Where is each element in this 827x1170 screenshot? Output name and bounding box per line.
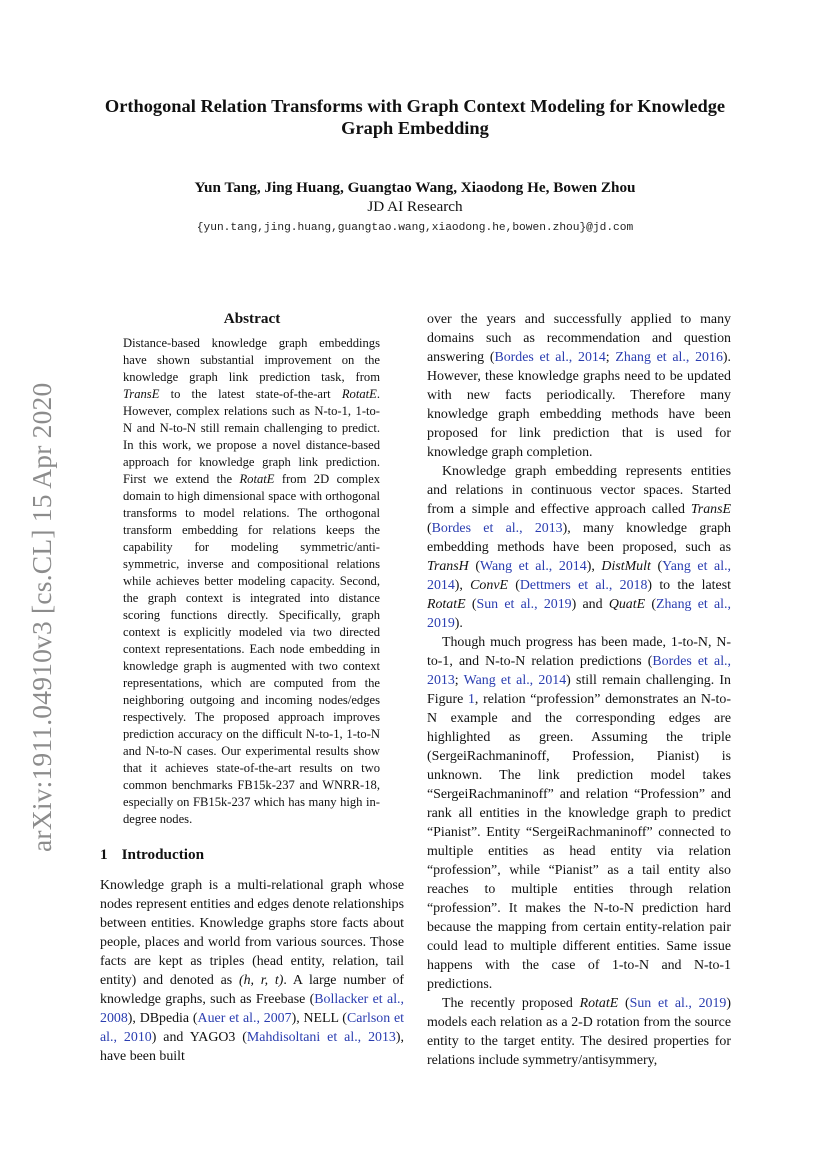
abstract-body: Distance-based knowledge graph embeddings have shown substantial improvement on the knowledge graph link prediction task, from TransE to the latest state-of-the-art RotatE. However, complex relations such as N-to-1, 1-to-N and N-to-N still remain challenging to predict. In this work, we propose a novel distance-based approach for knowledge graph link prediction. First we extend the RotatE from 2D complex domain to high dimensional space with orthogonal transforms to model relations. The orthogonal transform embedding for relations keeps the capability for modeling symmetric/anti-symmetric, inverse and compositional relations while achieves better modeling capacity. Second, the graph context is integrated into distance scoring functions directly. Specifically, graph context is explicitly modeled via two directed context representations. Each node embedding in knowledge graph is augmented with two context representations, which are computed from the neighboring outgoing and incoming nodes/edges respectively. The proposed approach improves prediction accuracy on the difficult N-to-1, 1-to-N and N-to-N cases. Our experimental results show that it achieves state-of-the-art results on two common benchmarks FB15k-237 and WNRR-18, especially on FB15k-237 which has many high in-degree nodes. bbox=[123, 336, 380, 826]
left-column-body bbox=[100, 876, 404, 1066]
citation-link[interactable]: Bordes et al., 2014 bbox=[494, 350, 606, 365]
abstract-heading: Abstract bbox=[223, 310, 281, 327]
section-title: Introduction bbox=[121, 846, 205, 863]
citation-link[interactable]: Sun et al., 2019 bbox=[629, 996, 727, 1011]
author-emails: {yun.tang,jing.huang,guangtao.wang,xiaodong.he,bowen.zhou}@jd.com bbox=[196, 222, 634, 234]
paper-title: Orthogonal Relation Transforms with Graph Context Modeling for Knowledge Graph Embedding bbox=[104, 96, 726, 138]
intro-paragraph-5: The recently proposed RotatE (Sun et al., 2019) models each relation as a 2-D rotation from the source entity to the target entity. The desired properties for relations include symmetry/antisymmery, bbox=[427, 996, 732, 1068]
citation-link[interactable]: Carlson et al., 2010 bbox=[100, 1011, 405, 1045]
citation-link[interactable]: Sun et al., 2019 bbox=[476, 597, 572, 612]
citation-link[interactable]: Mahdisoltani et al., 2013 bbox=[246, 1030, 396, 1045]
arxiv-stamp-text: arXiv:1911.04910v3 [cs.CL] 15 Apr 2020 bbox=[26, 382, 57, 852]
citation-link[interactable]: Zhang et al., 2016 bbox=[615, 350, 723, 365]
citation-link[interactable]: Wang et al., 2014 bbox=[463, 673, 567, 688]
arxiv-stamp bbox=[22, 362, 62, 852]
citation-link[interactable]: Bollacker et al., 2008 bbox=[100, 992, 404, 1026]
intro-paragraph-3: Knowledge graph embedding represents entities and relations in continuous vector spaces. Started from a simple and effective approach called TransE (Bordes et al., 2013), many knowledge graph embedding methods have been proposed, such as TransH (Wang et al., 2014), DistMult (Yang et al., 2014), ConvE (Dettmers et al., 2018) to the latest RotatE (Sun et al., 2019) and QuatE (Zhang et al., 2019). bbox=[427, 464, 732, 631]
intro-paragraph-2: over the years and successfully applied to many domains such as recommendation and question answering (Bordes et al., 2014; Zhang et al., 2016). However, these knowledge graphs need to be updated with new facts periodically. Therefore many knowledge graph embedding methods have been proposed for link prediction that is used for knowledge graph completion. bbox=[427, 312, 731, 460]
section-number: 1 bbox=[100, 846, 108, 863]
citation-link[interactable]: Wang et al., 2014 bbox=[479, 559, 587, 574]
citation-link[interactable]: Zhang et al., 2019 bbox=[427, 597, 731, 631]
math-triple: (h, r, t) bbox=[238, 973, 284, 988]
intro-paragraph-1: Knowledge graph is a multi-relational graph whose nodes represent entities and edges denote relationships between entities. Knowledge graphs store facts about people, places and world from various sources. Those facts are kept as triples (head entity, relation, tail entity) and denoted as (h, r, t). A large number of knowledge graphs, such as Freebase (Bollacker et al., 2008), DBpedia (Auer et al., 2007), NELL (Carlson et al., 2010) and YAGO3 (Mahdisoltani et al., 2013), have been built bbox=[100, 878, 405, 1064]
citation-link[interactable]: Dettmers et al., 2018 bbox=[519, 578, 648, 593]
section-heading-introduction bbox=[100, 846, 204, 864]
figure-link[interactable]: 1 bbox=[467, 692, 475, 707]
right-column-body bbox=[427, 310, 731, 1070]
affiliation: JD AI Research bbox=[367, 198, 463, 215]
intro-paragraph-4: Though much progress has been made, 1-to-N, N-to-1, and N-to-N relation predictions (Bordes et al., 2013; Wang et al., 2014) still remain challenging. In Figure 1, relation “profession” demonstrates an N-to-N example and the corresponding edges are highlighted as green. Assuming the triple (SergeiRachmaninoff, Profession, Pianist) is unknown. The link prediction model takes “SergeiRachmaninoff” and relation “Profession” and rank all entities in the knowledge graph to predict “Pianist”. Entity “SergeiRachmaninoff” connected to multiple entities as head entity via relation “profession”, while “Pianist” as a tail entity also reaches to multiple entities through relation “profession”. It makes the N-to-N prediction hard because the mapping from certain entity-relation pair could lead to multiple different entities. Same issue happens with the case of 1-to-N and N-to-1 predictions. bbox=[427, 635, 731, 992]
citation-link[interactable]: Bordes et al., 2013 bbox=[431, 521, 563, 536]
citation-link[interactable]: Yang et al., 2014 bbox=[427, 559, 732, 593]
citation-link[interactable]: Auer et al., 2007 bbox=[197, 1011, 292, 1026]
citation-link[interactable]: Bordes et al., 2013 bbox=[427, 654, 731, 688]
author-list: Yun Tang, Jing Huang, Guangtao Wang, Xiaodong He, Bowen Zhou bbox=[194, 179, 636, 196]
